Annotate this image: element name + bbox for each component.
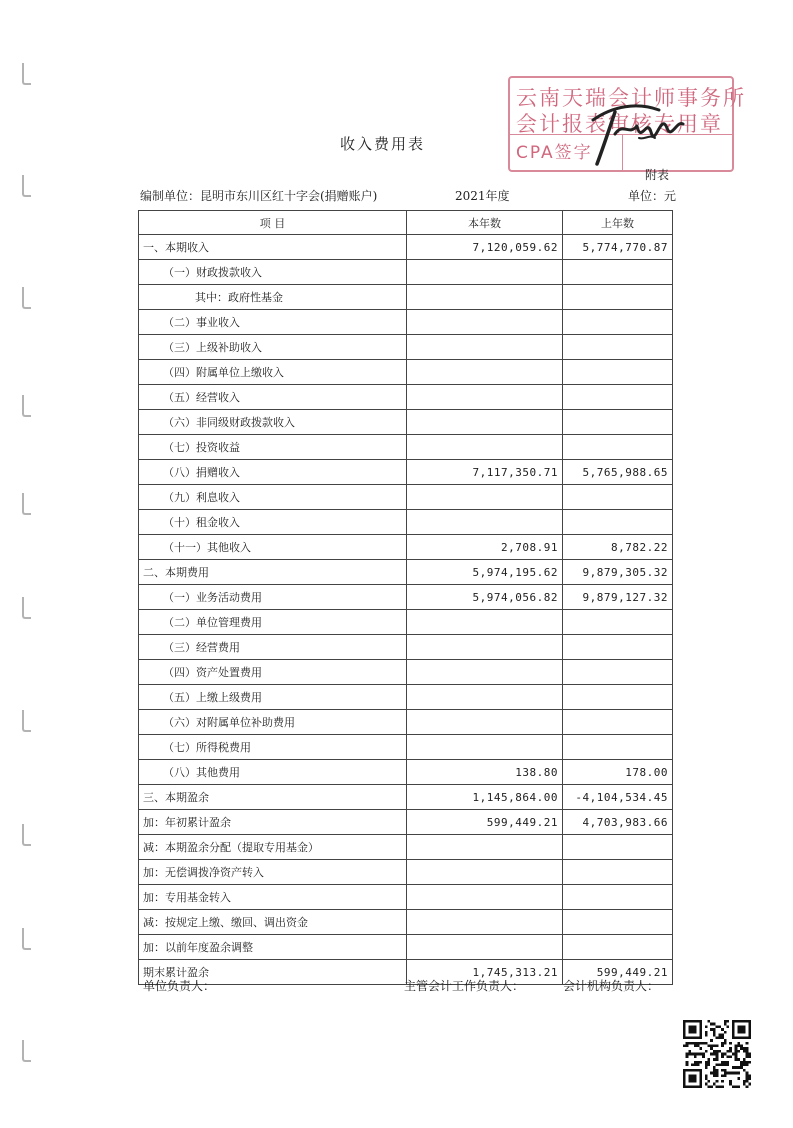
- row-current-year-value: [407, 935, 563, 960]
- row-current-year-value: [407, 610, 563, 635]
- row-item-cell: [139, 885, 407, 910]
- row-label: 单位管理费用: [196, 616, 262, 629]
- binding-mark: [22, 175, 31, 197]
- row-label: 以前年度盈余调整: [165, 941, 253, 954]
- row-item-cell: [139, 235, 407, 260]
- binding-mark: [22, 824, 31, 846]
- row-previous-year-value: [563, 285, 673, 310]
- row-label: 上级补助收入: [196, 341, 262, 354]
- binding-mark: [22, 710, 31, 732]
- row-item-cell: [139, 560, 407, 585]
- row-prefix: （二）: [163, 616, 196, 629]
- row-label: 本期盈余: [165, 791, 209, 804]
- row-label: 所得税费用: [196, 741, 251, 754]
- row-prefix: （二）: [163, 316, 196, 329]
- row-current-year-value: [407, 860, 563, 885]
- row-previous-year-value: [563, 510, 673, 535]
- row-current-year-value: [407, 635, 563, 660]
- row-item-cell: [139, 860, 407, 885]
- binding-mark: [22, 287, 31, 309]
- row-item-cell: [139, 735, 407, 760]
- row-label: 本期盈余分配（提取专用基金）: [165, 841, 319, 854]
- table-row: [139, 260, 673, 285]
- table-row: [139, 410, 673, 435]
- row-previous-year-value: 9,879,305.32: [563, 560, 673, 585]
- row-prefix: 一、: [143, 241, 165, 254]
- row-label: 业务活动费用: [196, 591, 262, 604]
- table-row: [139, 585, 673, 610]
- row-previous-year-value: 599,449.21: [563, 960, 673, 985]
- row-item-cell: [139, 610, 407, 635]
- row-item-cell: [139, 685, 407, 710]
- row-current-year-value: [407, 410, 563, 435]
- row-item-cell: [139, 310, 407, 335]
- row-item-cell: [139, 335, 407, 360]
- row-previous-year-value: [563, 885, 673, 910]
- row-item-cell: [139, 260, 407, 285]
- row-current-year-value: [407, 885, 563, 910]
- row-prefix: 加：: [143, 891, 165, 904]
- row-previous-year-value: [563, 435, 673, 460]
- table-row: [139, 435, 673, 460]
- row-previous-year-value: 4,703,983.66: [563, 810, 673, 835]
- row-prefix: 减：: [143, 841, 165, 854]
- row-current-year-value: 1,145,864.00: [407, 785, 563, 810]
- row-item-cell: [139, 285, 407, 310]
- table-row: [139, 535, 673, 560]
- row-prefix: 加：: [143, 816, 165, 829]
- row-previous-year-value: [563, 385, 673, 410]
- table-row: [139, 735, 673, 760]
- row-label: 投资收益: [196, 441, 240, 454]
- row-current-year-value: [407, 485, 563, 510]
- row-current-year-value: [407, 510, 563, 535]
- row-current-year-value: [407, 310, 563, 335]
- table-row: [139, 360, 673, 385]
- table-row: [139, 860, 673, 885]
- stamp-firm-name: 云南天瑞会计师事务所: [516, 86, 746, 110]
- row-previous-year-value: 5,765,988.65: [563, 460, 673, 485]
- table-row: [139, 910, 673, 935]
- row-label: 本期收入: [165, 241, 209, 254]
- row-label: 政府性基金: [228, 291, 283, 304]
- row-label: 上缴上级费用: [196, 691, 262, 704]
- row-label: 财政拨款收入: [196, 266, 262, 279]
- row-current-year-value: [407, 335, 563, 360]
- row-prefix: （三）: [163, 341, 196, 354]
- table-row: [139, 760, 673, 785]
- row-previous-year-value: [563, 835, 673, 860]
- binding-mark: [22, 63, 31, 85]
- row-previous-year-value: [563, 735, 673, 760]
- row-item-cell: [139, 585, 407, 610]
- row-prefix: 其中：: [195, 291, 228, 304]
- row-label: 对附属单位补助费用: [196, 716, 295, 729]
- table-row: [139, 610, 673, 635]
- accounting-head-signature-label: 会计机构负责人：: [563, 979, 660, 993]
- row-item-cell: [139, 410, 407, 435]
- report-title: 收入费用表: [340, 135, 426, 153]
- handwritten-signature: [585, 98, 695, 168]
- row-previous-year-value: [563, 685, 673, 710]
- binding-mark: [22, 1040, 31, 1062]
- binding-mark: [22, 597, 31, 619]
- table-row: [139, 885, 673, 910]
- currency-unit: 单位：元: [628, 189, 677, 203]
- row-current-year-value: 5,974,195.62: [407, 560, 563, 585]
- stamp-seal-type: 会计报表审核专用章: [516, 112, 723, 136]
- row-item-cell: [139, 910, 407, 935]
- table-row: [139, 510, 673, 535]
- row-previous-year-value: [563, 635, 673, 660]
- table-header-row: [139, 211, 673, 235]
- row-previous-year-value: 178.00: [563, 760, 673, 785]
- table-row: [139, 710, 673, 735]
- row-previous-year-value: 9,879,127.32: [563, 585, 673, 610]
- row-previous-year-value: [563, 335, 673, 360]
- row-prefix: （八）: [163, 766, 196, 779]
- row-prefix: （四）: [163, 366, 196, 379]
- qr-code: [683, 1020, 751, 1088]
- row-label: 利息收入: [196, 491, 240, 504]
- row-current-year-value: [407, 835, 563, 860]
- row-current-year-value: 5,974,056.82: [407, 585, 563, 610]
- binding-mark: [22, 928, 31, 950]
- row-item-cell: [139, 835, 407, 860]
- table-row: [139, 560, 673, 585]
- row-item-cell: [139, 935, 407, 960]
- table-row: [139, 660, 673, 685]
- row-current-year-value: [407, 260, 563, 285]
- row-current-year-value: [407, 910, 563, 935]
- row-previous-year-value: 8,782.22: [563, 535, 673, 560]
- table-row: [139, 335, 673, 360]
- row-prefix: （五）: [163, 391, 196, 404]
- row-label: 捐赠收入: [196, 466, 240, 479]
- table-row: [139, 485, 673, 510]
- row-item-cell: [139, 635, 407, 660]
- row-prefix: （一）: [163, 266, 196, 279]
- row-item-cell: [139, 760, 407, 785]
- row-previous-year-value: [563, 710, 673, 735]
- table-row: [139, 310, 673, 335]
- table-row: [139, 935, 673, 960]
- row-prefix: （一）: [163, 591, 196, 604]
- row-label: 经营费用: [196, 641, 240, 654]
- row-prefix: （七）: [163, 441, 196, 454]
- row-current-year-value: 599,449.21: [407, 810, 563, 835]
- row-item-cell: [139, 785, 407, 810]
- row-label: 租金收入: [196, 516, 240, 529]
- row-previous-year-value: [563, 610, 673, 635]
- row-label: 年初累计盈余: [165, 816, 231, 829]
- table-row: [139, 835, 673, 860]
- row-item-cell: [139, 435, 407, 460]
- row-prefix: （三）: [163, 641, 196, 654]
- row-item-cell: [139, 710, 407, 735]
- row-item-cell: [139, 460, 407, 485]
- row-label: 非同级财政拨款收入: [196, 416, 295, 429]
- row-current-year-value: [407, 735, 563, 760]
- row-previous-year-value: 5,774,770.87: [563, 235, 673, 260]
- row-item-cell: [139, 485, 407, 510]
- income-expense-table: [138, 210, 673, 985]
- table-row: [139, 235, 673, 260]
- row-item-cell: [139, 660, 407, 685]
- row-label: 其他费用: [196, 766, 240, 779]
- row-previous-year-value: [563, 310, 673, 335]
- row-previous-year-value: [563, 360, 673, 385]
- row-label: 其他收入: [207, 541, 251, 554]
- header-item: 项 目: [139, 211, 407, 235]
- row-prefix: 三、: [143, 791, 165, 804]
- row-prefix: 加：: [143, 941, 165, 954]
- attachment-label: 附表: [645, 168, 670, 182]
- row-item-cell: [139, 360, 407, 385]
- row-label: 本期费用: [165, 566, 209, 579]
- row-current-year-value: [407, 685, 563, 710]
- row-prefix: （六）: [163, 716, 196, 729]
- row-label: 按规定上缴、缴回、调出资金: [165, 916, 308, 929]
- binding-mark: [22, 493, 31, 515]
- row-previous-year-value: [563, 935, 673, 960]
- row-item-cell: [139, 385, 407, 410]
- row-label: 事业收入: [196, 316, 240, 329]
- row-prefix: 加：: [143, 866, 165, 879]
- row-current-year-value: 7,120,059.62: [407, 235, 563, 260]
- table-row: [139, 385, 673, 410]
- table-row: [139, 635, 673, 660]
- row-current-year-value: 1,745,313.21: [407, 960, 563, 985]
- table-row: [139, 785, 673, 810]
- unit-head-signature-label: 单位负责人：: [143, 979, 216, 993]
- table-row: [139, 810, 673, 835]
- row-label: 无偿调拨净资产转入: [165, 866, 264, 879]
- row-previous-year-value: [563, 485, 673, 510]
- preparing-unit: 编制单位：昆明市东川区红十字会(捐赠账户): [140, 189, 378, 203]
- row-current-year-value: 2,708.91: [407, 535, 563, 560]
- stamp-cpa-label: CPA签字: [516, 143, 593, 163]
- row-prefix: （八）: [163, 466, 196, 479]
- row-label: 附属单位上缴收入: [196, 366, 284, 379]
- row-prefix: 减：: [143, 916, 165, 929]
- row-previous-year-value: [563, 260, 673, 285]
- row-item-cell: [139, 810, 407, 835]
- row-current-year-value: 7,117,350.71: [407, 460, 563, 485]
- table-row: [139, 685, 673, 710]
- row-label: 资产处置费用: [196, 666, 262, 679]
- row-prefix: （七）: [163, 741, 196, 754]
- row-current-year-value: 138.80: [407, 760, 563, 785]
- row-current-year-value: [407, 385, 563, 410]
- accounting-supervisor-signature-label: 主管会计工作负责人：: [404, 979, 525, 993]
- table-row: [139, 285, 673, 310]
- row-label: 期末累计盈余: [143, 966, 209, 979]
- row-item-cell: [139, 535, 407, 560]
- row-prefix: （五）: [163, 691, 196, 704]
- row-previous-year-value: [563, 910, 673, 935]
- report-year: 2021年度: [455, 189, 510, 203]
- row-current-year-value: [407, 360, 563, 385]
- row-prefix: （四）: [163, 666, 196, 679]
- row-current-year-value: [407, 435, 563, 460]
- row-prefix: （十）: [163, 516, 196, 529]
- row-prefix: （九）: [163, 491, 196, 504]
- row-previous-year-value: [563, 410, 673, 435]
- row-current-year-value: [407, 285, 563, 310]
- row-label: 经营收入: [196, 391, 240, 404]
- table-row: [139, 460, 673, 485]
- row-prefix: （六）: [163, 416, 196, 429]
- row-previous-year-value: -4,104,534.45: [563, 785, 673, 810]
- binding-mark: [22, 395, 31, 417]
- header-previous-year: 上年数: [563, 211, 673, 235]
- row-prefix: 二、: [143, 566, 165, 579]
- row-prefix: （十一）: [163, 541, 207, 554]
- row-item-cell: [139, 510, 407, 535]
- row-previous-year-value: [563, 660, 673, 685]
- row-current-year-value: [407, 710, 563, 735]
- header-current-year: 本年数: [407, 211, 563, 235]
- row-label: 专用基金转入: [165, 891, 231, 904]
- row-current-year-value: [407, 660, 563, 685]
- row-previous-year-value: [563, 860, 673, 885]
